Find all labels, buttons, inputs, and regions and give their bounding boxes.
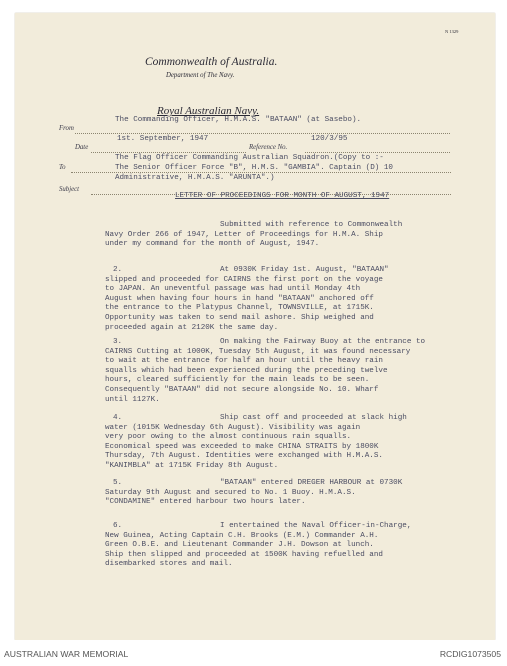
service-heading: Royal Australian Navy. xyxy=(157,105,260,117)
paragraph-line: to wait at the entrance for half an hour until the heavy rain xyxy=(105,357,383,366)
to-line-2: The Senior Officer Force "B", H.M.S. "GAMBIA". Captain (D) 10 xyxy=(115,164,393,172)
paragraph-3 xyxy=(105,338,445,405)
paragraph-line: disembarked stores and mail. xyxy=(105,560,233,569)
paragraph-line: to JAPAN. An uneventful passage was had until Monday 4th xyxy=(105,285,361,294)
to-line-1: The Flag Officer Commanding Australian Squadron.(Copy to :- xyxy=(115,154,384,162)
paragraph-line: Economical speed was exceeded to make CHINA STRAITS by 1800K xyxy=(105,442,379,451)
paragraph-line: I entertained the Naval Officer-in-Charge, xyxy=(220,522,412,530)
to-rule xyxy=(71,172,451,173)
paragraph-line: "CONDAMINE" entered harbour two hours later. xyxy=(105,498,306,507)
form-code: N 1329 xyxy=(445,29,459,34)
paragraph-number: 2. xyxy=(113,266,123,274)
footer-credit: AUSTRALIAN WAR MEMORIAL xyxy=(4,649,129,659)
paragraph-number: 5. xyxy=(113,479,123,487)
from-text: The Commanding Officer, H.M.A.S. "BATAAN" (at Sasebo). xyxy=(115,116,362,124)
paragraph-line: Thursday, 7th August. Identities were exchanged with H.M.A.S. xyxy=(105,452,383,461)
page-heading: Commonwealth of Australia. xyxy=(145,56,278,68)
paragraph-number: 4. xyxy=(113,414,123,422)
from-label: From xyxy=(59,125,74,132)
paragraph-6 xyxy=(105,522,445,570)
paragraph-line: Ship then slipped and proceeded at 1500K having refuelled and xyxy=(105,550,383,559)
paragraph-line: Green O.B.E. and Lieutenant Commander J.H. Dowson at lunch. xyxy=(105,541,374,550)
footer-record-id: RCDIG1073505 xyxy=(439,649,501,659)
date-text: 1st. September, 1947 xyxy=(117,135,209,143)
to-line-3: Administrative, H.M.A.S. "ARUNTA".) xyxy=(115,174,275,182)
paragraph-line: the entrance to the Platypus Channel, TOWNSVILLE, at 1715K. xyxy=(105,304,374,313)
paragraph-line: squalls which had been experienced during the preceding twelve xyxy=(105,366,388,375)
paragraph-line: under my command for the month of August, 1947. xyxy=(105,240,320,249)
paragraph-number: 6. xyxy=(113,522,123,530)
paragraph-2 xyxy=(105,266,445,333)
paragraph-5 xyxy=(105,479,445,508)
paragraph-1 xyxy=(105,221,445,250)
paragraph-line: At 0930K Friday 1st. August, "BATAAN" xyxy=(220,266,389,274)
paragraph-line: slipped and proceeded for CAIRNS the first port on the voyage xyxy=(105,275,383,284)
paragraph-line: On making the Fairway Buoy at the entrance to xyxy=(220,338,426,346)
paragraph-line: "KANIMBLA" at 1715K Friday 8th August. xyxy=(105,461,279,470)
paragraph-line: Consequently "BATAAN" did not secure alongside No. 10. Wharf xyxy=(105,385,379,394)
paragraph-4 xyxy=(105,414,445,472)
reference-text: 120/3/95 xyxy=(311,135,348,143)
date-rule xyxy=(91,152,246,153)
paragraph-line: Ship cast off and proceeded at slack high xyxy=(220,414,407,422)
subject-label: Subject xyxy=(59,186,80,193)
paragraph-line: proceeded again at 2120K the same day. xyxy=(105,323,279,332)
from-rule xyxy=(75,133,450,134)
reference-label: Reference No. xyxy=(249,144,288,151)
subject-text: LETTER OF PROCEEDINGS FOR MONTH OF AUGUST, 1947 xyxy=(175,192,390,200)
paragraph-line: "BATAAN" entered DREGER HARBOUR at 0730K xyxy=(220,479,403,487)
footer-bar xyxy=(0,640,507,666)
paragraph-line: CAIRNS Cutting at 1000K, Tuesday 5th August, it was found necessary xyxy=(105,347,411,356)
department-line: Department of The Navy. xyxy=(166,72,235,79)
paragraph-line: New Guinea, Acting Captain C.H. Brooks (E.M.) Commander A.H. xyxy=(105,531,379,540)
paragraph-number: 3. xyxy=(113,338,123,346)
reference-rule xyxy=(305,152,450,153)
date-label: Date xyxy=(75,144,89,151)
paragraph-line: until 1127K. xyxy=(105,395,160,404)
paragraph-line: Saturday 9th August and secured to No. 1 Buoy. H.M.A.S. xyxy=(105,488,356,497)
paragraph-line: Submitted with reference to Commonwealth xyxy=(220,221,403,229)
paragraph-line: water (1015K Wednesday 6th August). Visibility was again xyxy=(105,423,361,432)
paragraph-line: very poor owing to the almost continuous rain squalls. xyxy=(105,433,352,442)
paragraph-line: hours, cleared sufficiently for the main leads to be seen. xyxy=(105,376,370,385)
paragraph-line: August when having four hours in hand "BATAAN" anchored off xyxy=(105,294,374,303)
paragraph-line: Navy Order 266 of 1947, Letter of Proceedings for H.M.A. Ship xyxy=(105,230,383,239)
paragraph-line: Opportunity was taken to send mail ashore. Ship weighed and xyxy=(105,313,374,322)
to-label: To xyxy=(59,164,66,171)
document-page xyxy=(15,13,495,640)
